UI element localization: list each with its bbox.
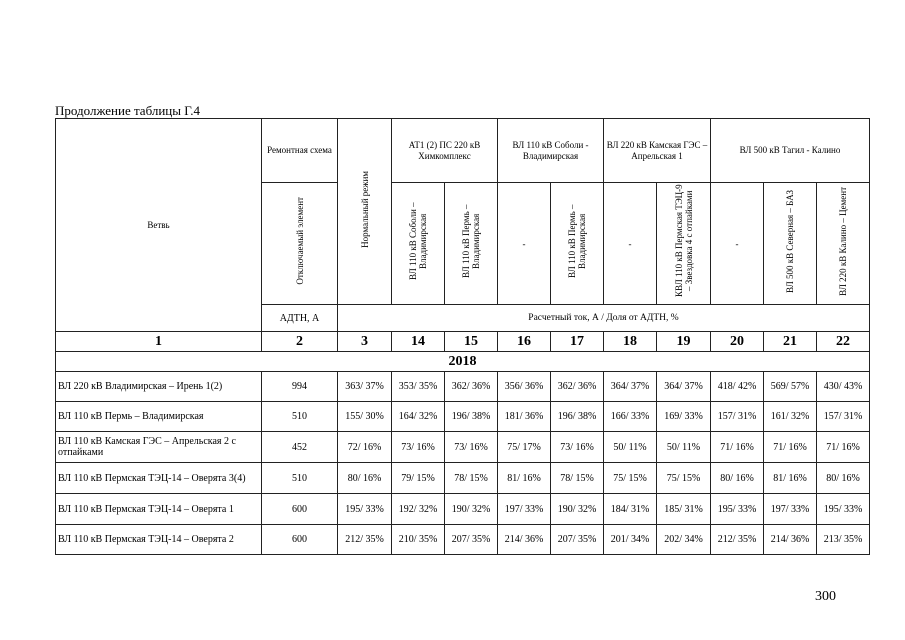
value-cell: 71/ 16% — [711, 432, 764, 463]
header-col-19 — [657, 183, 711, 305]
value-cell: 169/ 33% — [657, 402, 711, 432]
header-col-22 — [817, 183, 870, 305]
col-number: 16 — [498, 332, 551, 352]
header-col-18: - — [604, 183, 657, 305]
value-cell: 157/ 31% — [711, 402, 764, 432]
value-cell: 363/ 37% — [338, 372, 392, 402]
value-cell: 73/ 16% — [445, 432, 498, 463]
value-cell: 214/ 36% — [498, 525, 551, 555]
value-cell: 81/ 16% — [764, 463, 817, 494]
value-cell: 207/ 35% — [445, 525, 498, 555]
value-cell: 80/ 16% — [711, 463, 764, 494]
table-row — [56, 402, 870, 432]
value-cell: 196/ 38% — [445, 402, 498, 432]
value-cell: 166/ 33% — [604, 402, 657, 432]
value-cell: 197/ 33% — [498, 494, 551, 525]
header-col-19-label: КВЛ 110 кВ Пермская ТЭЦ-9 – Звездовка 4 с отпайками — [673, 184, 694, 298]
value-cell: 78/ 15% — [551, 463, 604, 494]
header-group-1: АТ1 (2) ПС 220 кВ Химкомплекс — [392, 119, 498, 183]
header-col-22-label: ВЛ 220 кВ Калино – Цемент — [838, 186, 849, 296]
col-number: 21 — [764, 332, 817, 352]
value-cell: 185/ 31% — [657, 494, 711, 525]
col-number: 20 — [711, 332, 764, 352]
value-cell: 80/ 16% — [338, 463, 392, 494]
value-cell: 364/ 37% — [657, 372, 711, 402]
value-cell: 207/ 35% — [551, 525, 604, 555]
branch-cell: ВЛ 110 кВ Пермская ТЭЦ-14 – Оверята 1 — [56, 494, 262, 525]
adtn-cell: 600 — [262, 525, 338, 555]
value-cell: 418/ 42% — [711, 372, 764, 402]
value-cell: 81/ 16% — [498, 463, 551, 494]
table-caption: Продолжение таблицы Г.4 — [55, 103, 201, 118]
header-adtn: АДТН, А — [262, 305, 338, 332]
header-normal-mode-label: Нормальный режим — [359, 170, 370, 248]
branch-cell: ВЛ 110 кВ Камская ГЭС – Апрельская 2 с отпайками — [56, 432, 262, 463]
value-cell: 362/ 36% — [551, 372, 604, 402]
branch-cell: ВЛ 220 кВ Владимирская – Ирень 1(2) — [56, 372, 262, 402]
table-row — [56, 463, 870, 494]
value-cell: 71/ 16% — [817, 432, 870, 463]
value-cell: 210/ 35% — [392, 525, 445, 555]
page-number: 300 — [815, 589, 836, 604]
value-cell: 213/ 35% — [817, 525, 870, 555]
col-number: 14 — [392, 332, 445, 352]
value-cell: 50/ 11% — [604, 432, 657, 463]
adtn-cell: 452 — [262, 432, 338, 463]
header-col-14-label: ВЛ 110 кВ Соболи – Владимирская — [408, 202, 428, 280]
header-calc-current: Расчетный ток, А / Доля от АДТН, % — [338, 305, 870, 332]
adtn-cell: 994 — [262, 372, 338, 402]
value-cell: 190/ 32% — [551, 494, 604, 525]
value-cell: 569/ 57% — [764, 372, 817, 402]
value-cell: 212/ 35% — [711, 525, 764, 555]
header-col-14 — [392, 183, 445, 305]
header-group-3: ВЛ 220 кВ Камская ГЭС – Апрельская 1 — [604, 119, 711, 183]
value-cell: 155/ 30% — [338, 402, 392, 432]
header-col-15 — [445, 183, 498, 305]
value-cell: 78/ 15% — [445, 463, 498, 494]
value-cell: 430/ 43% — [817, 372, 870, 402]
header-col-17-label: ВЛ 110 кВ Пермь – Владимирская — [567, 204, 588, 278]
header-repair-scheme: Ремонтная схема — [262, 119, 338, 183]
value-cell: 195/ 33% — [338, 494, 392, 525]
value-cell: 196/ 38% — [551, 402, 604, 432]
header-col-20: - — [711, 183, 764, 305]
table-row — [56, 432, 870, 463]
value-cell: 353/ 35% — [392, 372, 445, 402]
value-cell: 214/ 36% — [764, 525, 817, 555]
value-cell: 79/ 15% — [392, 463, 445, 494]
value-cell: 75/ 17% — [498, 432, 551, 463]
header-normal-mode — [338, 119, 392, 305]
header-disconnected-label: Отключаемый элемент — [294, 197, 305, 285]
value-cell: 181/ 36% — [498, 402, 551, 432]
branch-cell: ВЛ 110 кВ Пермская ТЭЦ-14 – Оверята 3(4) — [56, 463, 262, 494]
header-col-21 — [764, 183, 817, 305]
table-row — [56, 494, 870, 525]
header-group-2: ВЛ 110 кВ Соболи - Владимирская — [498, 119, 604, 183]
value-cell: 201/ 34% — [604, 525, 657, 555]
col-number: 22 — [817, 332, 870, 352]
year-row: 2018 — [56, 352, 870, 372]
adtn-cell: 600 — [262, 494, 338, 525]
col-number: 1 — [56, 332, 262, 352]
col-number: 2 — [262, 332, 338, 352]
header-branch: Ветвь — [56, 119, 262, 332]
col-number: 17 — [551, 332, 604, 352]
header-col-16: - — [498, 183, 551, 305]
value-cell: 202/ 34% — [657, 525, 711, 555]
column-numbers-row — [56, 332, 870, 352]
value-cell: 50/ 11% — [657, 432, 711, 463]
header-col-21-label: ВЛ 500 кВ Северная – БАЗ — [785, 189, 796, 293]
value-cell: 157/ 31% — [817, 402, 870, 432]
value-cell: 73/ 16% — [551, 432, 604, 463]
value-cell: 192/ 32% — [392, 494, 445, 525]
value-cell: 184/ 31% — [604, 494, 657, 525]
value-cell: 362/ 36% — [445, 372, 498, 402]
branch-cell: ВЛ 110 кВ Пермская ТЭЦ-14 – Оверята 2 — [56, 525, 262, 555]
value-cell: 195/ 33% — [817, 494, 870, 525]
value-cell: 164/ 32% — [392, 402, 445, 432]
value-cell: 72/ 16% — [338, 432, 392, 463]
value-cell: 212/ 35% — [338, 525, 392, 555]
adtn-cell: 510 — [262, 463, 338, 494]
value-cell: 190/ 32% — [445, 494, 498, 525]
col-number: 15 — [445, 332, 498, 352]
header-col-15-label: ВЛ 110 кВ Пермь – Владимирская — [461, 204, 481, 278]
table-row — [56, 372, 870, 402]
value-cell: 197/ 33% — [764, 494, 817, 525]
col-number: 19 — [657, 332, 711, 352]
value-cell: 71/ 16% — [764, 432, 817, 463]
value-cell: 161/ 32% — [764, 402, 817, 432]
value-cell: 75/ 15% — [604, 463, 657, 494]
value-cell: 364/ 37% — [604, 372, 657, 402]
table-row — [56, 525, 870, 555]
value-cell: 195/ 33% — [711, 494, 764, 525]
header-group-4: ВЛ 500 кВ Тагил - Калино — [711, 119, 870, 183]
col-number: 3 — [338, 332, 392, 352]
data-table — [55, 118, 870, 555]
adtn-cell: 510 — [262, 402, 338, 432]
header-col-17 — [551, 183, 604, 305]
value-cell: 73/ 16% — [392, 432, 445, 463]
table-body — [56, 372, 870, 555]
header-disconnected — [262, 183, 338, 305]
col-number: 18 — [604, 332, 657, 352]
value-cell: 75/ 15% — [657, 463, 711, 494]
value-cell: 80/ 16% — [817, 463, 870, 494]
branch-cell: ВЛ 110 кВ Пермь – Владимирская — [56, 402, 262, 432]
value-cell: 356/ 36% — [498, 372, 551, 402]
